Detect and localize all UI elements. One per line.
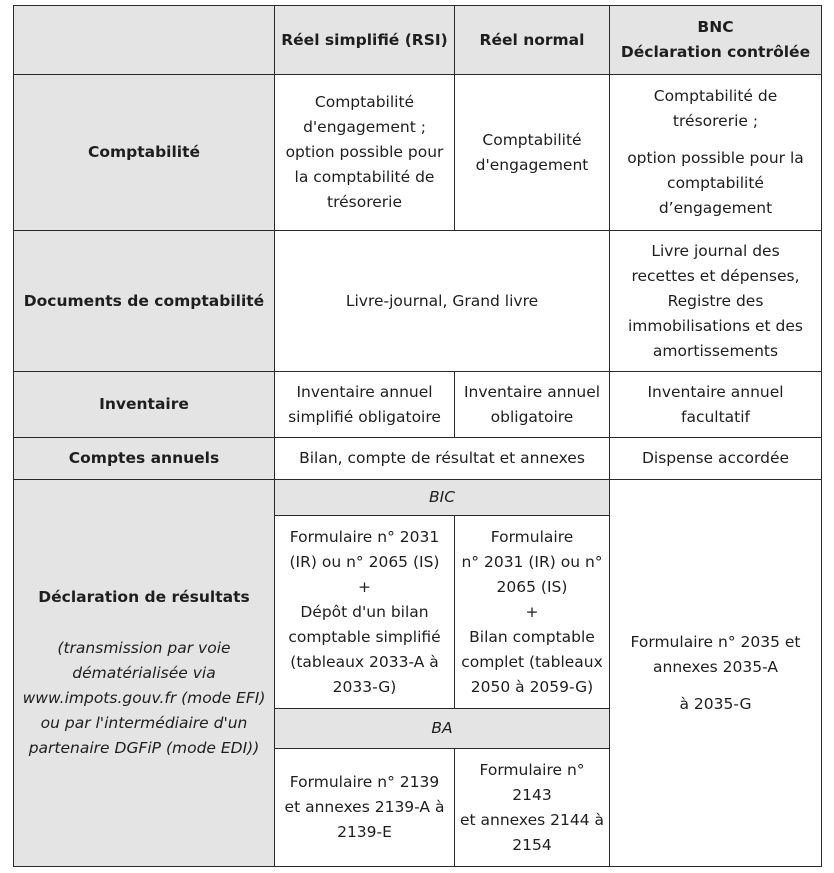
cell-inventaire-bnc: Inventaire annuel facultatif	[610, 372, 822, 438]
cell-bic-normal: Formulaire n° 2031 (IR) ou n° 2065 (IS) + Bilan comptable complet (tableaux 2050 à 2059-G)	[455, 516, 610, 709]
row-comptes-annuels	[14, 438, 822, 480]
cell-comptabilite-normal: Comptabilité d'engagement	[455, 75, 610, 231]
declaration-title: Déclaration de résultats	[38, 588, 250, 606]
header-row	[14, 6, 822, 75]
header-bnc	[610, 6, 822, 75]
row-label-documents: Documents de comptabilité	[14, 231, 275, 372]
subheader-ba: BA	[275, 709, 610, 749]
declaration-note-line: ou par l'intermédiaire d'un	[40, 714, 248, 732]
declaration-note-line: www.impots.gouv.fr (mode EFI)	[22, 689, 266, 707]
header-corner-cell	[14, 6, 275, 75]
row-documents	[14, 231, 822, 372]
header-bnc-line1: BNC	[697, 18, 734, 36]
cell-comptes-bnc: Dispense accordée	[610, 438, 822, 480]
cell-ba-normal: Formulaire n° 2143 et annexes 2144 à 2154	[455, 749, 610, 867]
cell-ba-rsi: Formulaire n° 2139 et annexes 2139-A à 2139-E	[275, 749, 455, 867]
cell-comptes-rsi-normal: Bilan, compte de résultat et annexes	[275, 438, 610, 480]
cell-bic-rsi: Formulaire n° 2031 (IR) ou n° 2065 (IS) + Dépôt d'un bilan comptable simplifié (tableaux 2033-A à 2033-G)	[275, 516, 455, 709]
regimes-comparison-table	[13, 5, 822, 867]
row-label-comptabilite: Comptabilité	[14, 75, 275, 231]
declaration-note-line: dématérialisée via	[72, 664, 216, 682]
row-label-comptes-annuels: Comptes annuels	[14, 438, 275, 480]
row-declaration-bic-header	[14, 480, 822, 516]
header-bnc-line2: Déclaration contrôlée	[620, 43, 811, 61]
row-comptabilite	[14, 75, 822, 231]
row-label-inventaire: Inventaire	[14, 372, 275, 438]
header-reel-normal: Réel normal	[455, 6, 610, 75]
cell-inventaire-normal: Inventaire annuel obligatoire	[455, 372, 610, 438]
comparison-table-wrapper	[13, 5, 822, 867]
cell-declaration-bnc: Formulaire n° 2035 et annexes 2035-A à 2035-G	[610, 480, 822, 867]
cell-comptabilite-bnc: Comptabilité de trésorerie ; option possible pour la comptabilité d’engagement	[610, 75, 822, 231]
declaration-note-line: (transmission par voie	[57, 639, 231, 657]
header-rsi: Réel simplifié (RSI)	[275, 6, 455, 75]
subheader-bic: BIC	[275, 480, 610, 516]
cell-documents-bnc: Livre journal des recettes et dépenses, Registre des immobilisations et des amortissements	[610, 231, 822, 372]
cell-inventaire-rsi: Inventaire annuel simplifié obligatoire	[275, 372, 455, 438]
row-label-declaration	[14, 480, 275, 867]
cell-comptabilite-rsi: Comptabilité d'engagement ; option possible pour la comptabilité de trésorerie	[275, 75, 455, 231]
cell-documents-rsi-normal: Livre-journal, Grand livre	[275, 231, 610, 372]
row-inventaire	[14, 372, 822, 438]
declaration-note-line: partenaire DGFiP (mode EDI))	[28, 739, 260, 757]
